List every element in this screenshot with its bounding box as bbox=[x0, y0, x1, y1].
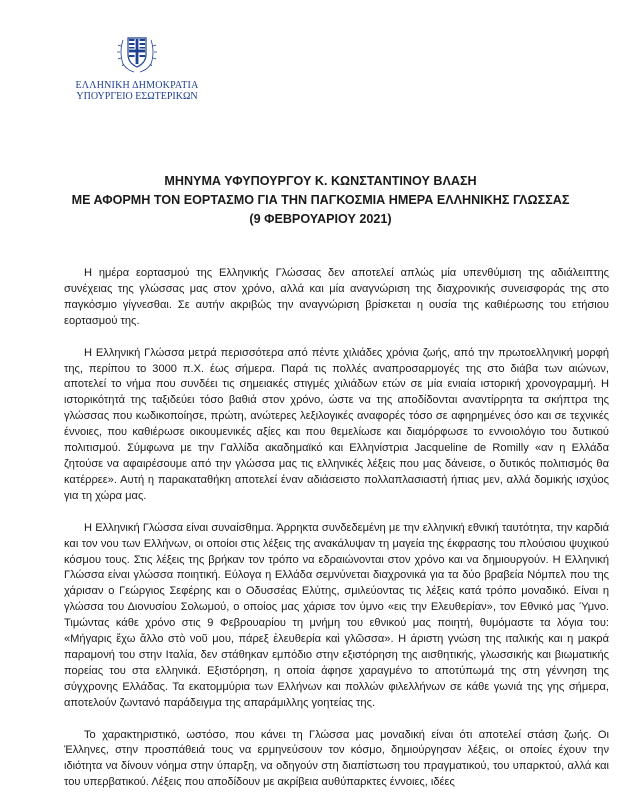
document-body bbox=[64, 266, 609, 807]
title-line-1: ΜΗΝΥΜΑ ΥΦΥΠΟΥΡΓΟΥ Κ. ΚΩΝΣΤΑΝΤΙΝΟΥ ΒΛΑΣΗ bbox=[164, 174, 477, 188]
paragraph: Η Ελληνική Γλώσσα μετρά περισσότερα από πέντε χιλιάδες χρόνια ζωής, από την πρωτοελληνική μορφή της, περίπου το 3000 π.Χ. έως σήμερα. Παρά τις πολλές αναπροσαρμογές της στο διάβα των αιώνων, αποτελεί το νήμα που συνδέει τις σημειακές στιγμές χιλιάδων ετών σε μία ενιαία ιστορική χρονογραμμή. Η ιστορικότητά της ταξιδεύει τόσο βαθιά στον χρόνο, ώστε να της αποδίδονται αναντίρρητα τα σκήπτρα της γλώσσας που κωδικοποίησε, πρώτη, ανώτερες λεξιλογικές αναφορές τόσο σε αφηρημένες όσο και σε τεχνικές έννοιες, που καθιέρωσε οικουμενικές αξίες και που θεμελίωσε και διαμόρφωσε το εννοιολόγιο του δυτικού πολιτισμού. Σύμφωνα με την Γαλλίδα ακαδημαϊκό και Ελληνίστρια Jacqueline de Romilly «αν η Ελλάδα ζητούσε να αφαιρέσουμε από την γλώσσα μας τις ελληνικές λέξεις που μας δάνεισε, ο δυτικός πολιτισμός θα κατέρρεε». Αυτή η παρακαταθήκη αποτελεί έναν αδιάσειστο πολλαπλασιαστή ήπιας μεν, αλλά δομικής ισχύος για τη χώρα μας. bbox=[64, 346, 609, 502]
paragraph: Η Ελληνική Γλώσσα είναι συναίσθημα. Άρρηκτα συνδεδεμένη με την ελληνική εθνική ταυτότητα, την καρδιά και τον νου των Ελλήνων, οι οποίοι στις λέξεις της ανακάλυψαν τη μαγεία της έκφρασης του πλούσιου ψυχικού κόσμου τους. Στις λέξεις της βρήκαν τον τρόπο να εδραιώνονται στον χρόνο και να δημιουργούν. Η Ελληνική Γλώσσα είναι γλώσσα ποιητική. Εύλογα η Ελλάδα σεμνύνεται διαχρονικά για τα δύο βραβεία Νόμπελ που της χάρισαν ο Γεώργιος Σεφέρης και ο Οδυσσέας Ελύτης, σμιλεύοντας τις λέξεις κατά τρόπο μοναδικό. Είναι η γλώσσα του Διονυσίου Σολωμού, ο οποίος μας χάρισε τον ύμνο «εις την Ελευθερίαν», τον Εθνικό μας Ύμνο. Τιμώντας κάθε χρόνο στις 9 Φεβρουαρίου τη μνήμη του εθνικού μας ποιητή, θυμόμαστε τα λόγια του: «Μήγαρις ἔχω ἄλλο στὸ νοῦ μου, πάρεξ ἐλευθερία καὶ γλῶσσα». Η άριστη γνώση της ιταλικής και η μακρά παραμονή του στην Ιταλία, δεν στάθηκαν εμπόδιο στην εξιστόρηση της αισθητικής, γλωσσικής και βιωματικής πορείας του στα ελληνικά. Εξιστόρηση, η οποία άφησε χαραγμένο το αποτύπωμά της στη γέννηση της σύγχρονης Ελλάδας. Τα εκατομμύρια των Ελλήνων και πολλών φιλελλήνων σε κάθε γωνιά της γης σήμερα, αποτελούν ζωντανό παράδειγμα της απαράμιλλης γοητείας της. bbox=[64, 521, 609, 709]
paragraph: Η ημέρα εορτασμού της Ελληνικής Γλώσσας δεν αποτελεί απλώς μία υπενθύμιση της αδιάλειπτης συνέχειας της γλώσσας μας στον χρόνο, αλλά και μία αναγνώριση της διαχρονικής συνεισφοράς της στο παγκόσμιο γίγνεσθαι. Σε αυτήν ακριβώς την αναγνώριση βρίσκεται η ουσία της καθιέρωσης του ετήσιου εορτασμού της. bbox=[64, 267, 609, 327]
paragraph: Το χαρακτηριστικό, ωστόσο, που κάνει τη Γλώσσα μας μοναδική είναι ότι αποτελεί στάση ζωής. Οι Έλληνες, στην προσπάθειά τους να ερμηνεύσουν τον κόσμο, δημιούργησαν λέξεις, οι οποίες έχουν την ιδιότητα να δίνουν νόημα στην ύπαρξη, να οδηγούν στη διαπίστωση του πραγματικού, του υπαρκτού, αλλά και του υπερβατικού. Λέξεις που αποδίδουν με ακρίβεια αυθύπαρκτες έννοιες, ιδέες bbox=[64, 728, 609, 789]
letterhead-country: ΕΛΛΗΝΙΚΗ ΔΗΜΟΚΡΑΤΙΑ bbox=[75, 80, 199, 91]
letterhead-ministry: ΥΠΟΥΡΓΕΙΟ ΕΣΩΤΕΡΙΚΩΝ bbox=[76, 91, 198, 102]
title-date: (9 ΦΕΒΡΟΥΑΡΙΟΥ 2021) bbox=[249, 212, 392, 226]
greek-coat-of-arms-icon bbox=[114, 30, 160, 76]
document-title bbox=[40, 172, 601, 229]
letterhead bbox=[72, 30, 202, 102]
title-line-2: ΜΕ ΑΦΟΡΜΗ ΤΟΝ ΕΟΡΤΑΣΜΟ ΓΙΑ ΤΗΝ ΠΑΓΚΟΣΜΙΑ ΗΜΕΡΑ ΕΛΛΗΝΙΚΗΣ ΓΛΩΣΣΑΣ bbox=[71, 193, 570, 207]
